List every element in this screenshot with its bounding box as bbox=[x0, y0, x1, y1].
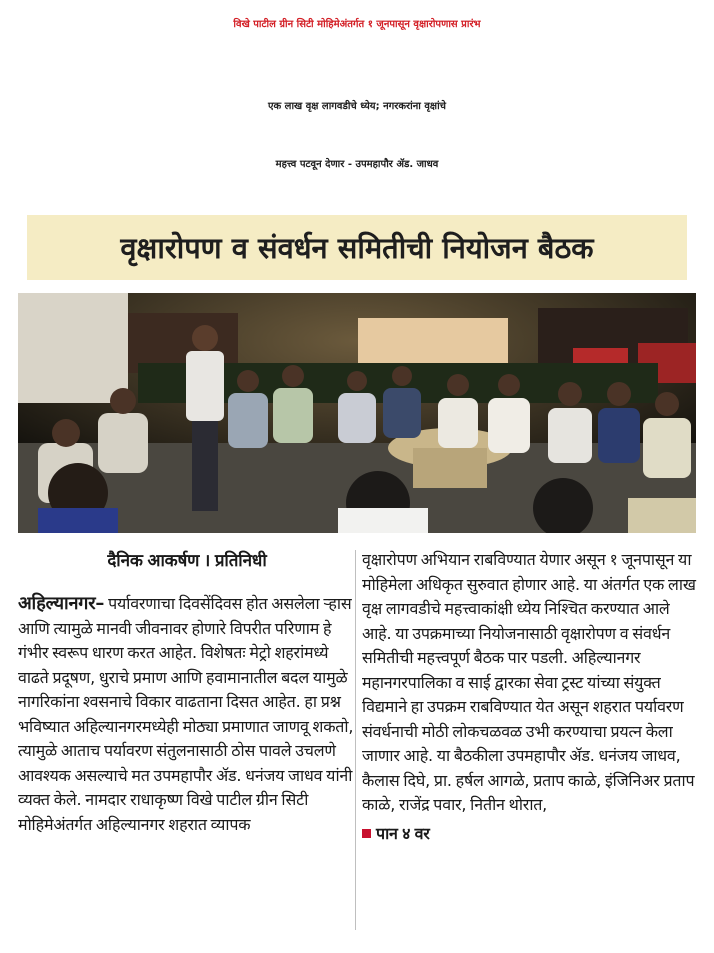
dateline: अहिल्यानगर– bbox=[18, 593, 105, 614]
article-paragraph-left bbox=[18, 592, 356, 837]
meeting-photo bbox=[18, 293, 696, 533]
continued-label: पान ४ वर bbox=[376, 823, 430, 843]
continued-on-page[interactable] bbox=[362, 822, 700, 847]
article-text-right: वृक्षारोपण अभियान राबविण्यात येणार असून १ जूनपासून या मोहिमेला अधिकृत सुरुवात होणार आहे. या अंतर्गत एक लाख वृक्ष लागवडीचे महत्त्वाकांक्षी ध्येय निश्चित करण्यात आले आहे. या उपक्रमाच्या नियोजनासाठी वृक्षारोपण व संवर्धन समितीची महत्त्वपूर्ण बैठक पार पडली. अहिल्यानगर महानगरपालिका व साई द्वारका सेवा ट्रस्ट यांच्या संयुक्त विद्यमाने हा उपक्रम राबविण्यात येत असून शहरात पर्यावरण संवर्धनाची मोठी लोकचळवळ उभी करण्याचा प्रयत्न केला जाणार आहे. या बैठकीला उपमहापौर ॲड. धनंजय जाधव, कैलास दिघे, प्रा. हर्षल आगळे, प्रताप काळे, इंजिनिअर प्रताप काळे, राजेंद्र पवार, नितीन थोरात, bbox=[362, 550, 696, 814]
byline: दैनिक आकर्षण । प्रतिनिधी bbox=[107, 551, 267, 571]
red-square-icon bbox=[362, 829, 371, 838]
meeting-photo-illustration bbox=[18, 293, 696, 533]
main-headline bbox=[0, 78, 714, 194]
article-column-right bbox=[362, 548, 700, 846]
article-column-left bbox=[18, 548, 356, 837]
kicker-headline: विखे पाटील ग्रीन सिटी मोहिमेअंतर्गत १ जूनपासून वृक्षारोपणास प्रारंभ bbox=[233, 19, 481, 30]
subheadline-text: वृक्षारोपण व संवर्धन समितीची नियोजन बैठक bbox=[120, 231, 594, 265]
article-text-left: पर्यावरणाचा दिवसेंदिवस होत असलेला ऱ्हास आणि त्यामुळे मानवी जीवनावर होणारे विपरीत परिणाम हे गंभीर स्वरूप धारण करत आहेत. विशेषतः मेट्रो शहरांमध्ये वाढते प्रदूषण, धुराचे प्रमाण आणि हवामानातील बदल यामुळे नागरिकांना श्वसनाचे विकार वाढताना दिसत आहेत. हा प्रश्न भविष्यात अहिल्यानगरमध्येही मोठ्या प्रमाणात जाणवू शकतो, त्यामुळे आताच पर्यावरण संतुलनासाठी ठोस पावले उचलणे आवश्यक असल्याचे मत उपमहापौर ॲड. धनंजय जाधव यांनी व्यक्त केले. नामदार राधाकृष्ण विखे पाटील ग्रीन सिटी मोहिमेअंतर्गत अहिल्यानगर शहरात व्यापक bbox=[18, 594, 354, 834]
subheadline-banner bbox=[27, 215, 687, 280]
headline-line-2: महत्त्व पटवून देणार - उपमहापौर ॲड. जाधव bbox=[275, 159, 439, 170]
headline-line-1: एक लाख वृक्ष लागवडीचे ध्येय; नगरकरांना वृक्षांचे bbox=[267, 101, 447, 112]
